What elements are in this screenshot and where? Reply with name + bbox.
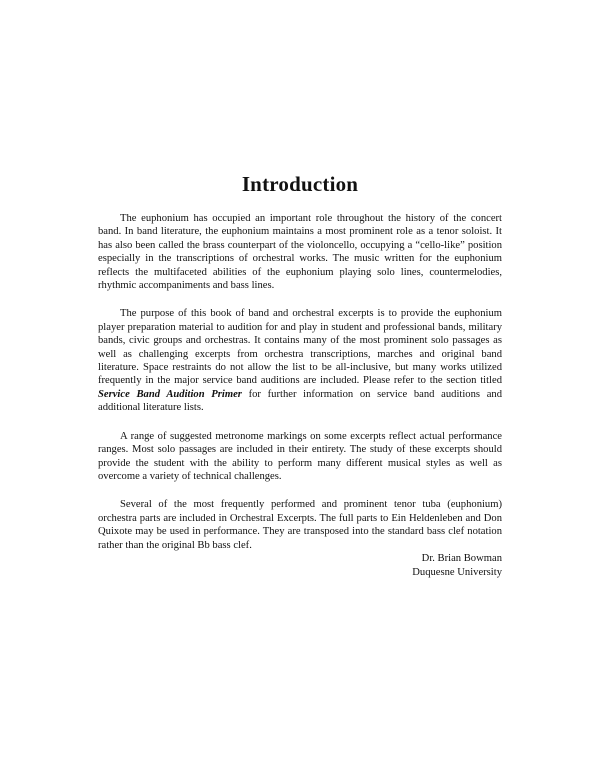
paragraph-2: [98, 307, 502, 414]
paragraph-2-text-before: The purpose of this book of band and orchestral excerpts is to provide the euphonium player preparation material to audition for and play in student and professional bands, military bands, civic groups and orchestras. It contains many of the most prominent solo passages as well as challenging excerpts from orchestra transcriptions, marches and original band literature. Space restraints do not allow the list to be all-inclusive, but many works utilized frequently in the major service band auditions are included. Please refer to the section titled: [98, 308, 502, 387]
section-reference-emphasis: Service Band Audition Primer: [98, 388, 242, 400]
signature-affiliation: Duquesne University: [412, 567, 502, 578]
paragraph-1: The euphonium has occupied an important role throughout the history of the concert band. In band literature, the euphonium maintains a most prominent role as a tenor soloist. It has also been called the brass counterpart of the violoncello, occupying a “cello-like” position especially in the transcriptions of orchestral works. The music written for the euphonium reflects the multifaceted abilities of the euphonium playing solo lines, countermelodies, rhythmic accompaniments and bass lines.: [98, 213, 502, 292]
paragraph-2-text-after: for further information on service band auditions and additional literature lists.: [98, 388, 503, 414]
signature-name: Dr. Brian Bowman: [421, 553, 502, 564]
page-title: Introduction: [241, 172, 359, 196]
paragraph-4: Several of the most frequently performed and prominent tenor tuba (euphonium) orchestra parts are included in Orchestral Excerpts. The full parts to Ein Heldenleben and Don Quixote may be used in performance. They are transposed into the standard bass clef notation rather than the original Bb bass clef.: [98, 499, 502, 551]
introduction-body: [98, 212, 502, 567]
signature-block: [412, 552, 502, 580]
paragraph-3: A range of suggested metronome markings on some excerpts reflect actual performance ranges. Most solo passages are included in their entirety. The study of these excerpts should provide the student with the ability to perform many different musical styles as well as overcome a variety of technical challenges.: [98, 430, 502, 482]
